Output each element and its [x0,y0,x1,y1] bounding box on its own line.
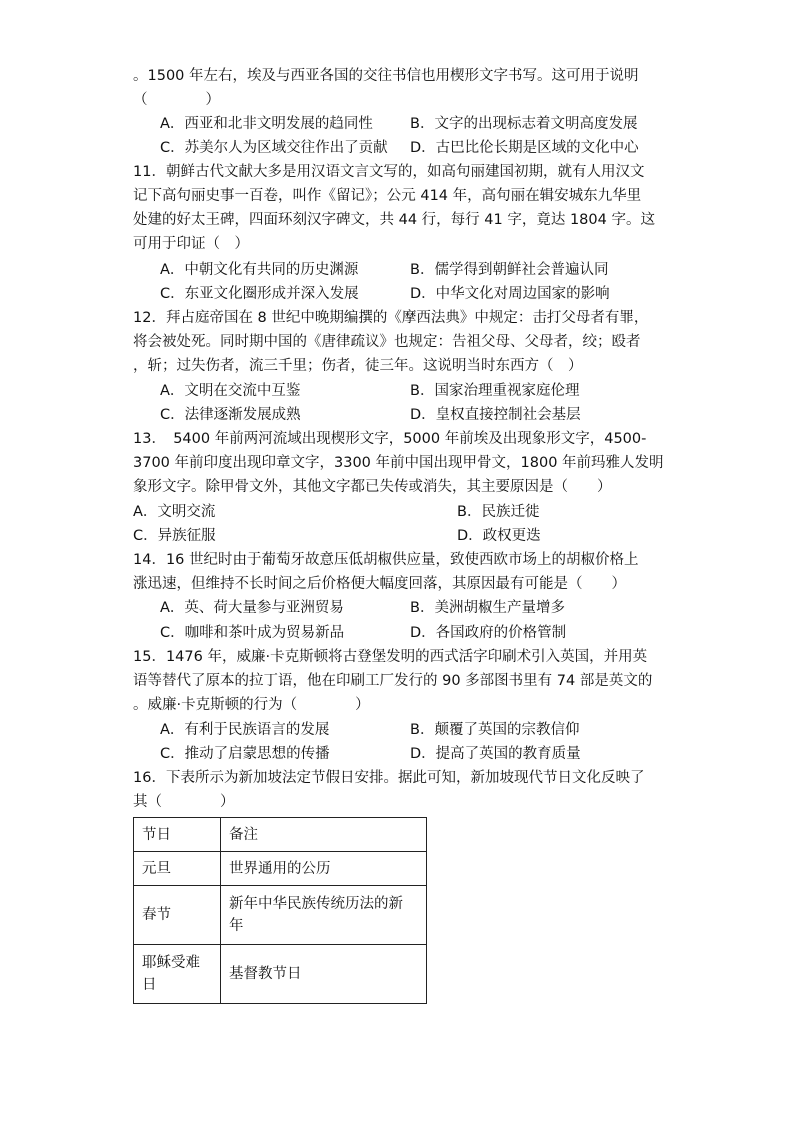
table-cell-holiday: 元旦 [134,852,221,886]
q11-option-d: D．中华文化对周边国家的影响 [410,286,610,302]
q14-option-a: A．英、荷大量参与亚洲贸易 [160,600,344,616]
q11-line-2: 记下高句丽史事一百卷，叫作《留记》；公元 414 年，高句丽在辑安城东九华里 [133,188,642,204]
q16-line-1: 16．下表所示为新加坡法定节假日安排。据此可知，新加坡现代节日文化反映了 [133,770,645,786]
q15-line-3: 。威廉·卡克斯顿的行为（ ） [133,697,370,713]
q11-option-a: A．中朝文化有共同的历史渊源 [160,262,359,278]
holiday-table [133,817,427,1004]
q15-line-1: 15．1476 年，威廉·卡克斯顿将古登堡发明的西式活字印刷术引入英国，并用英 [133,649,648,665]
q10-option-c: C．苏美尔人为区域交往作出了贡献 [160,140,388,156]
q14-line-1: 14．16 世纪时由于葡萄牙故意压低胡椒供应量，致使西欧市场上的胡椒价格上 [133,552,639,568]
table-header-note: 备注 [221,818,427,852]
q15-option-c: C．推动了启蒙思想的传播 [160,746,330,762]
q11-line-4: 可用于印证（ ） [133,236,249,252]
q12-line-1: 12．拜占庭帝国在 8 世纪中晚期编撰的《摩西法典》中规定：击打父母者有罪， [133,310,649,326]
table-cell-note: 基督教节日 [221,945,427,1004]
q12-line-3: ，斩；过失伤者，流三千里；伤者，徒三年。这说明当时东西方（ ） [133,358,583,374]
q11-option-c: C．东亚文化圈形成并深入发展 [160,286,359,302]
q11-line-1: 11．朝鲜古代文献大多是用汉语文言文写的，如高句丽建国初期，就有人用汉文 [133,164,645,180]
q15-line-2: 语等替代了原本的拉丁语，他在印刷工厂发行的 90 多部图书里有 74 部是英文的 [133,673,653,689]
q13-line-1: 13． 5400 年前两河流域出现楔形文字，5000 年前埃及出现象形文字，4500- [133,431,647,447]
table-row [134,945,427,1004]
table-header-row [134,818,427,852]
q15-option-d: D．提高了英国的教育质量 [410,746,581,762]
q13-option-a: A．文明交流 [133,504,216,520]
table-cell-holiday: 耶稣受难日 [134,945,221,1004]
q13-option-c: C．异族征服 [133,528,216,544]
q10-option-b: B．文字的出现标志着文明高度发展 [410,116,638,132]
q16-line-2: 其（ ） [133,794,235,810]
q14-option-b: B．美洲胡椒生产量增多 [410,600,565,616]
q10-option-a: A．西亚和北非文明发展的趋同性 [160,116,373,132]
q13-line-2: 3700 年前印度出现印章文字，3300 年前中国出现甲骨文，1800 年前玛雅人发明 [133,455,664,471]
q14-option-c: C．咖啡和茶叶成为贸易新品 [160,625,345,641]
q14-option-d: D．各国政府的价格管制 [410,625,567,641]
q10-option-d: D．古巴比伦长期是区域的文化中心 [410,140,639,156]
q12-option-b: B．国家治理重视家庭伦理 [410,383,580,399]
q13-line-3: 象形文字。除甲骨文外，其他文字都已失传或消失，其主要原因是（ ） [133,479,612,495]
q11-line-3: 处建的好太王碑，四面环刻汉字碑文，共 44 行，每行 41 字，竟达 1804 字。这 [133,212,655,228]
q14-line-2: 涨迅速，但维持不长时间之后价格便大幅度回落，其原因最有可能是（ ） [133,576,626,592]
table-cell-note: 世界通用的公历 [221,852,427,886]
q10-line-2: （ ） [133,92,220,108]
q15-option-a: A．有利于民族语言的发展 [160,722,330,738]
table-cell-note: 新年中华民族传统历法的新年 [221,886,427,945]
q10-line-1: 。1500 年左右，埃及与西亚各国的交往书信也用楔形文字书写。这可用于说明 [133,68,639,84]
q12-line-2: 将会被处死。同时期中国的《唐律疏议》也规定：告祖父母、父母者，绞；殴者 [133,334,641,350]
table-cell-holiday: 春节 [134,886,221,945]
table-row [134,852,427,886]
table-header-holiday: 节日 [134,818,221,852]
q12-option-d: D．皇权直接控制社会基层 [410,407,581,423]
q12-option-a: A．文明在交流中互鉴 [160,383,301,399]
q12-option-c: C．法律逐渐发展成熟 [160,407,301,423]
q15-option-b: B．颠覆了英国的宗教信仰 [410,722,580,738]
q13-option-b: B．民族迁徙 [457,504,540,520]
q13-option-d: D．政权更迭 [457,528,541,544]
table-row [134,886,427,945]
q11-option-b: B．儒学得到朝鲜社会普遍认同 [410,262,609,278]
